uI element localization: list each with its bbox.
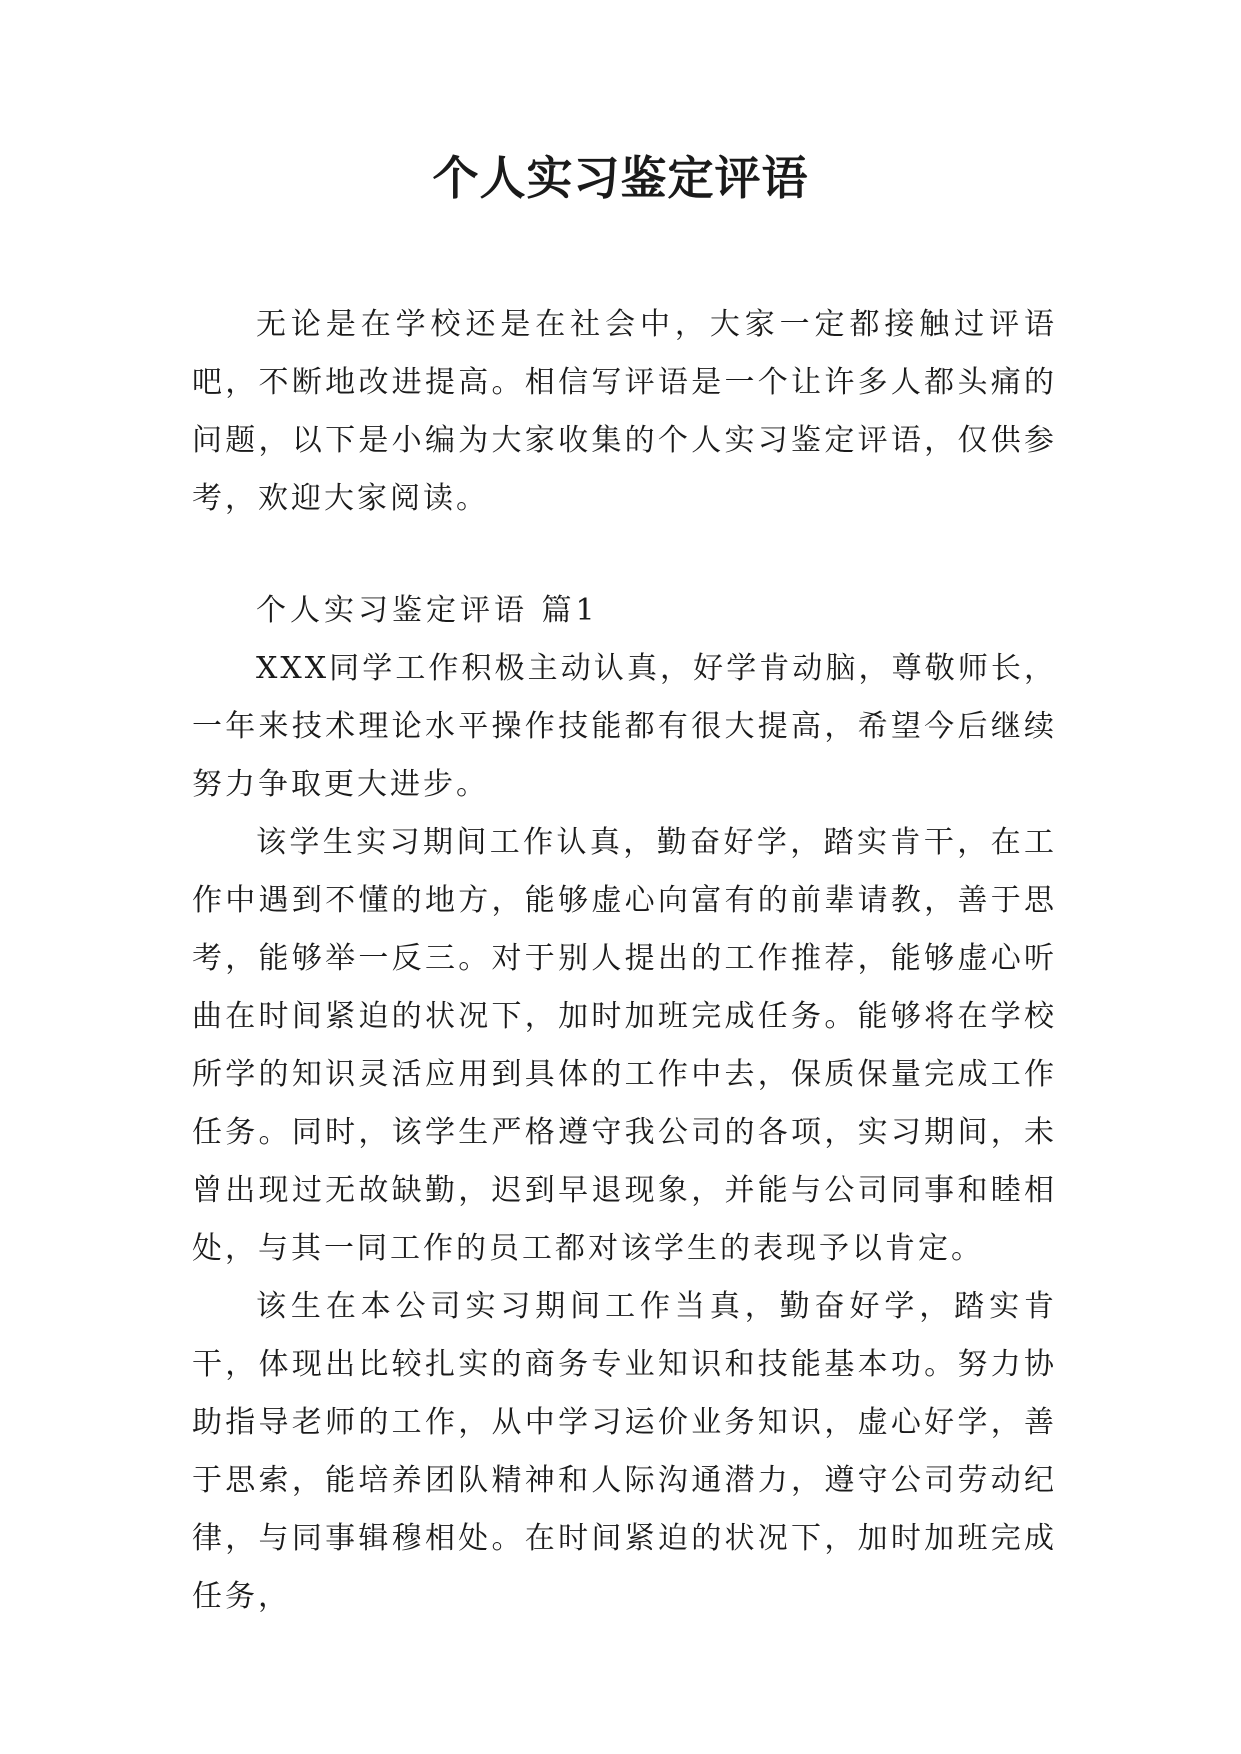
paragraph: XXX同学工作积极主动认真，好学肯动脑，尊敬师长，一年来技术理论水平操作技能都有很大提高，希望今后继续努力争取更大进步。 <box>192 651 1057 802</box>
section-heading: 个人实习鉴定评语 篇1 <box>256 593 599 628</box>
intro-paragraph: 无论是在学校还是在社会中，大家一定都接触过评语吧，不断地改进提高。相信写评语是一个让许多人都头痛的问题，以下是小编为大家收集的个人实习鉴定评语，仅供参考，欢迎大家阅读。 <box>192 307 1057 516</box>
paragraph: 该学生实习期间工作认真，勤奋好学，踏实肯干，在工作中遇到不懂的地方，能够虚心向富有的前辈请教，善于思考，能够举一反三。对于别人提出的工作推荐，能够虚心听曲在时间紧迫的状况下，加时加班完成任务。能够将在学校所学的知识灵活应用到具体的工作中去，保质保量完成工作任务。同时，该学生严格遵守我公司的各项，实习期间，未曾出现过无故缺勤，迟到早退现象，并能与公司同事和睦相处，与其一同工作的员工都对该学生的表现予以肯定。 <box>192 825 1057 1266</box>
intro-block <box>192 296 1057 528</box>
document-title: 个人实习鉴定评语 <box>432 151 809 205</box>
paragraph: 该生在本公司实习期间工作当真，勤奋好学，踏实肯干，体现出比较扎实的商务专业知识和技能基本功。努力协助指导老师的工作，从中学习运价业务知识，虚心好学，善于思索，能培养团队精神和人际沟通潜力，遵守公司劳动纪律，与同事辑穆相处。在时间紧迫的状况下，加时加班完成任务， <box>192 1289 1057 1614</box>
section-block <box>192 582 1057 1626</box>
